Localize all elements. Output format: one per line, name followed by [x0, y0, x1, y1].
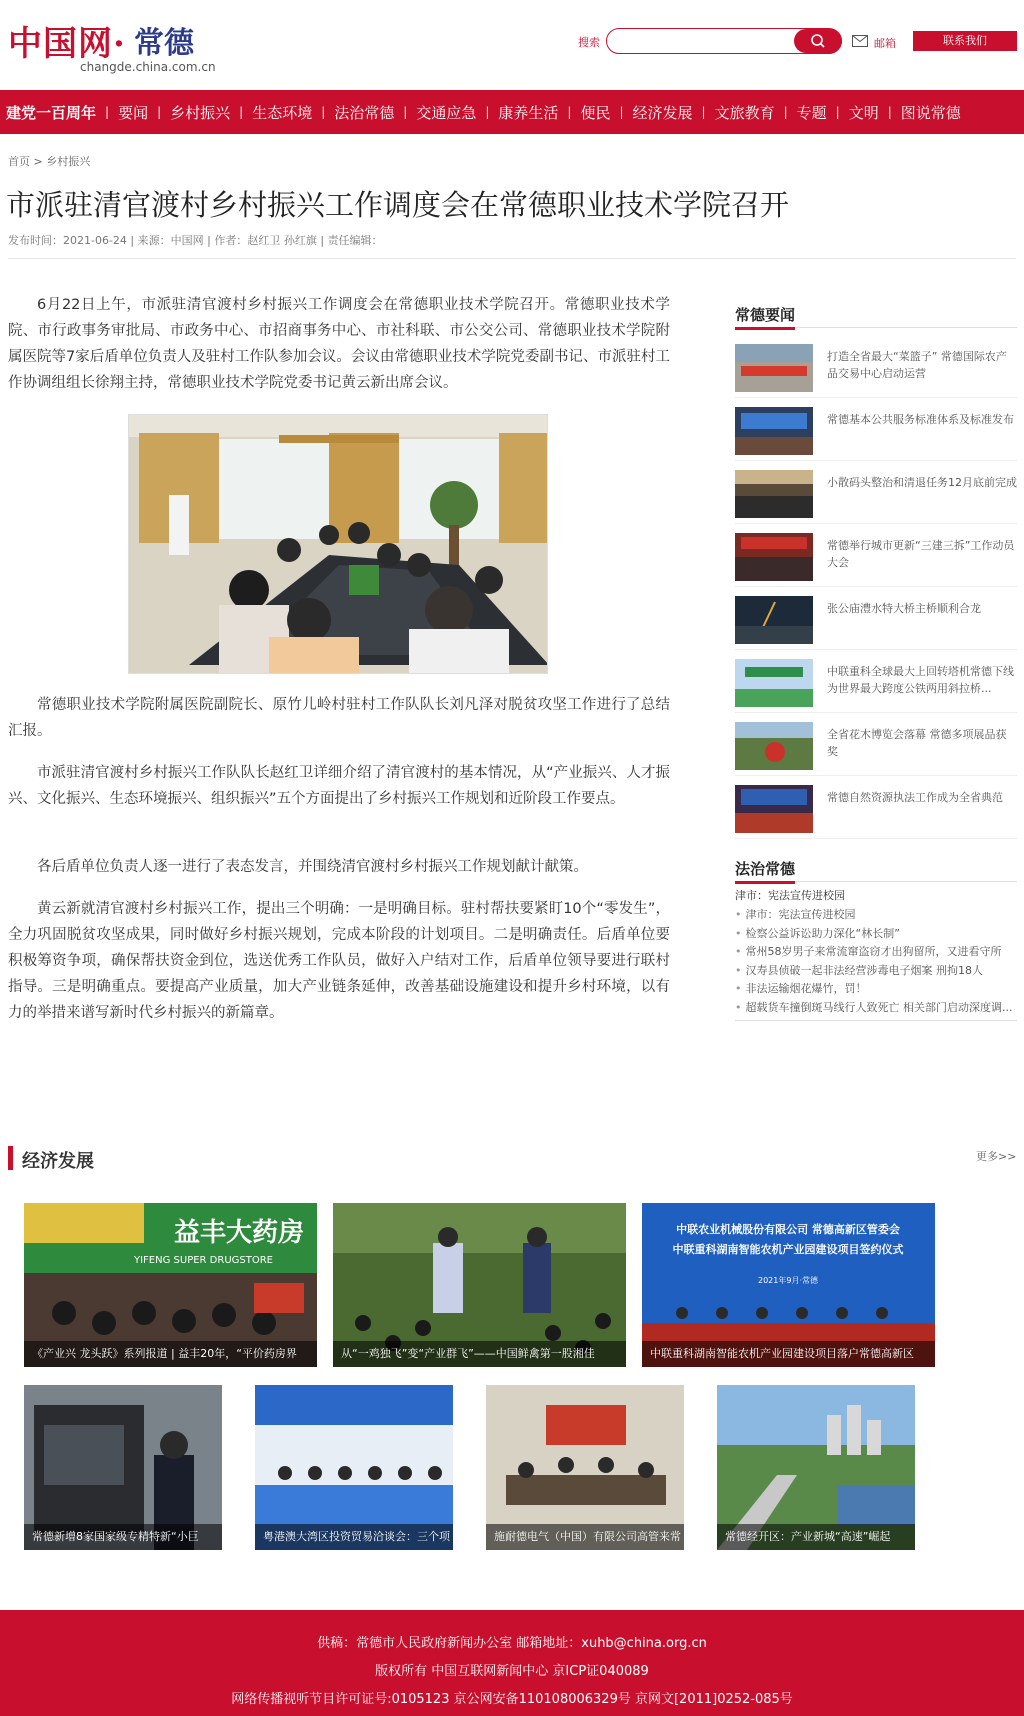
article-meta: 发布时间：2021-06-24 | 来源：中国网 | 作者：赵红卫 孙红旗 | 责任编辑： [8, 234, 383, 247]
law-list-item[interactable]: • 津市：宪法宣传进校园 [735, 906, 1017, 925]
news-title: 张公庙澧水特大桥主桥顺利合龙 [827, 602, 981, 615]
article-paragraph: 6月22日上午，市派驻清官渡村乡村振兴工作调度会在常德职业技术学院召开。常德职业技术学院、市行政事务审批局、市政务中心、市招商事务中心、市社科联、市公交公司、常德职业技术学院附属医院等7家后盾单位负责人及驻村工作队参加会议。会议由常德职业技术学院党委副书记、市派驻村工作协调组组长徐翔主持，常德职业技术学院党委书记黄云新出席会议。 [8, 297, 670, 391]
nav-item[interactable]: 经济发展 [632, 103, 693, 122]
nav-separator: | [239, 105, 244, 119]
law-list-item[interactable]: • 非法运输烟花爆竹，罚！ [735, 980, 1017, 999]
mail-icon[interactable] [852, 35, 868, 47]
logo-main-text: 中国网· [8, 24, 126, 64]
nav-separator: | [835, 105, 840, 119]
economy-card-caption: 常德经开区：产业新城“高速”崛起 [717, 1524, 915, 1550]
law-list-item[interactable]: • 超载货车撞倒斑马线行人致死亡 相关部门启动深度调... [735, 999, 1017, 1018]
law-list [735, 906, 1017, 1017]
economy-card-caption: 《产业兴 龙头跃》系列报道 | 益丰20年，“平价药房界 [24, 1341, 317, 1367]
mail-link[interactable]: 邮箱 [874, 37, 896, 50]
site-footer [0, 1610, 1024, 1716]
title-divider [8, 258, 1016, 259]
nav-item[interactable]: 乡村振兴 [170, 103, 231, 122]
banner-line-2: 中联重科湖南智能农机产业园建设项目签约仪式 [672, 1243, 904, 1256]
banner-line-1: 中联农业机械股份有限公司 常德高新区管委会 [676, 1223, 900, 1236]
logo-city-text: 常德 [134, 26, 194, 61]
news-thumbnail [735, 533, 813, 581]
nav-item[interactable]: 要闻 [118, 103, 149, 122]
article-paragraph: 市派驻清官渡村乡村振兴工作队队长赵红卫详细介绍了清官渡村的基本情况，从“产业振兴、人才振兴、文化振兴、生态环境振兴、组织振兴”五个方面提出了乡村振兴工作规划和近阶段工作要点。 [8, 765, 670, 807]
section-accent-bar [8, 1146, 13, 1170]
nav-item[interactable]: 文旅教育 [714, 103, 775, 122]
news-title: 全省花木博览会落幕 常德多项展品获奖 [827, 728, 1007, 758]
sidebar-news-item[interactable] [735, 655, 1017, 713]
sidebar-news-heading: 常德要闻 [735, 304, 795, 330]
nav-separator: | [567, 105, 572, 119]
sidebar-news-item[interactable] [735, 340, 1017, 398]
nav-separator: | [701, 105, 706, 119]
main-nav [0, 90, 1024, 134]
pharmacy-sign: 益丰大药房 [174, 1218, 305, 1248]
economy-card-caption: 施耐德电气（中国）有限公司高管来常 [486, 1524, 684, 1550]
breadcrumb-separator: > [33, 155, 43, 168]
nav-item[interactable]: 文明 [848, 103, 879, 122]
footer-line: 版权所有 中国互联网新闻中心 京ICP证040089 [375, 1664, 649, 1679]
news-title: 常德自然资源执法工作成为全省典范 [827, 791, 1003, 804]
economy-more-link[interactable]: 更多>> [976, 1150, 1017, 1163]
breadcrumb-current[interactable]: 乡村振兴 [46, 155, 91, 168]
article-paragraph: 黄云新就清官渡村乡村振兴工作，提出三个明确：一是明确目标。驻村帮扶要紧盯10个“零发生”，全力巩固脱贫攻坚成果，同时做好乡村振兴规划，完成本阶段的计划项目。二是明确责任。后盾单位要积极筹资争项，确保帮扶资金到位，选送优秀工作队员，做好入户结对工作，后盾单位领导要进行联村指导。三是明确重点。要提高产业质量，加大产业链条延伸，改善基础设施建设和提升乡村环境，以有力的举措来谱写新时代乡村振兴的新篇章。 [8, 901, 670, 1021]
search-input[interactable] [617, 32, 797, 50]
article-paragraph: 常德职业技术学院附属医院副院长、原竹儿岭村驻村工作队队长刘凡泽对脱贫攻坚工作进行了总结汇报。 [8, 697, 670, 739]
news-title: 打造全省最大“菜篮子” 常德国际农产品交易中心启动运营 [827, 350, 1007, 380]
nav-separator: | [105, 105, 110, 119]
sidebar-law-heading: 法治常德 [735, 858, 795, 884]
economy-heading: 经济发展 [22, 1151, 94, 1172]
law-featured-link[interactable]: 津市：宪法宣传进校园 [735, 889, 845, 902]
nav-separator: | [783, 105, 788, 119]
economy-card[interactable] [255, 1385, 453, 1550]
sidebar-news-item[interactable] [735, 529, 1017, 587]
economy-card-caption: 常德新增8家国家级专精特新“小巨 [24, 1524, 222, 1550]
economy-card-caption: 中联重科湖南智能农机产业园建设项目落户常德高新区 [642, 1341, 935, 1367]
nav-item[interactable]: 专题 [796, 103, 827, 122]
news-title: 常德基本公共服务标准体系及标准发布 [827, 413, 1014, 426]
sidebar-news-item[interactable] [735, 403, 1017, 461]
nav-item[interactable]: 交通应急 [416, 103, 477, 122]
sidebar-news-header [735, 304, 1017, 328]
site-header [0, 0, 1024, 90]
law-list-item[interactable]: • 汉寿县侦破一起非法经营涉毒电子烟案 刑拘18人 [735, 962, 1017, 981]
search-button[interactable] [794, 29, 842, 53]
article-photo [128, 414, 548, 674]
economy-card[interactable] [333, 1203, 626, 1367]
economy-card[interactable] [24, 1385, 222, 1550]
nav-separator: | [887, 105, 892, 119]
economy-card[interactable] [24, 1203, 317, 1367]
search-icon [810, 33, 826, 49]
nav-item[interactable]: 生态环境 [252, 103, 313, 122]
article-title: 市派驻清官渡村乡村振兴工作调度会在常德职业技术学院召开 [6, 188, 790, 222]
news-thumbnail [735, 722, 813, 770]
news-thumbnail [735, 785, 813, 833]
nav-separator: | [485, 105, 490, 119]
nav-item[interactable]: 法治常德 [334, 103, 395, 122]
economy-card-caption: 粤港澳大湾区投资贸易洽谈会：三个项 [255, 1524, 453, 1550]
news-thumbnail [735, 596, 813, 644]
nav-separator: | [403, 105, 408, 119]
breadcrumb-home[interactable]: 首页 [8, 155, 30, 168]
sidebar-news-item[interactable] [735, 466, 1017, 524]
news-thumbnail [735, 659, 813, 707]
news-thumbnail [735, 344, 813, 392]
logo-domain: changde.china.com.cn [80, 60, 216, 74]
news-title: 中联重科全球最大上回转塔机常德下线 为世界最大跨度公铁两用斜拉桥... [827, 665, 1014, 695]
meeting-room-photo [129, 415, 548, 674]
sidebar-news-item[interactable] [735, 592, 1017, 650]
footer-line: 网络传播视听节目许可证号:0105123 京公网安备110108006329号 京网文[2011]0252-085号 [231, 1692, 793, 1707]
sidebar-law-header [735, 858, 1017, 882]
news-thumbnail [735, 407, 813, 455]
footer-line: 供稿：常德市人民政府新闻办公室 邮箱地址：xuhb@china.org.cn [317, 1636, 707, 1651]
banner-date: 2021年9月·常德 [758, 1276, 818, 1285]
search-label: 搜索 [578, 36, 600, 49]
pharmacy-sign-sub: YIFENG SUPER DRUGSTORE [134, 1255, 273, 1266]
nav-item[interactable]: 图说常德 [900, 103, 961, 122]
economy-card-caption: 从“一鸡独飞”变“产业群飞”——中国鲜禽第一股湘佳 [333, 1341, 626, 1367]
economy-card[interactable] [486, 1385, 684, 1550]
economy-card[interactable] [717, 1385, 915, 1550]
economy-card[interactable] [642, 1203, 935, 1367]
article-paragraph: 各后盾单位负责人逐一进行了表态发言，并围绕清官渡村乡村振兴工作规划献计献策。 [37, 859, 588, 875]
nav-separator: | [321, 105, 326, 119]
news-title: 小散码头整治和清退任务12月底前完成 [827, 476, 1017, 489]
nav-separator: | [619, 105, 624, 119]
contact-us-button[interactable]: 联系我们 [913, 31, 1017, 51]
nav-item[interactable]: 建党一百周年 [6, 103, 97, 122]
news-thumbnail [735, 470, 813, 518]
nav-item[interactable]: 康养生活 [498, 103, 559, 122]
sidebar-news-item[interactable] [735, 718, 1017, 776]
nav-item[interactable]: 便民 [580, 103, 611, 122]
breadcrumb [8, 153, 90, 169]
sidebar-news-item[interactable] [735, 781, 1017, 839]
law-bottom-divider [735, 1020, 1017, 1021]
law-list-item[interactable]: • 常州58岁男子来常流窜盗窃才出狗留所，又进看守所 [735, 943, 1017, 962]
law-list-item[interactable]: • 检察公益诉讼助力深化“林长制” [735, 925, 1017, 944]
nav-separator: | [157, 105, 162, 119]
news-title: 常德举行城市更新“三建三拆”工作动员大会 [827, 539, 1015, 569]
site-logo[interactable] [6, 14, 216, 78]
nav-list [0, 90, 1024, 134]
